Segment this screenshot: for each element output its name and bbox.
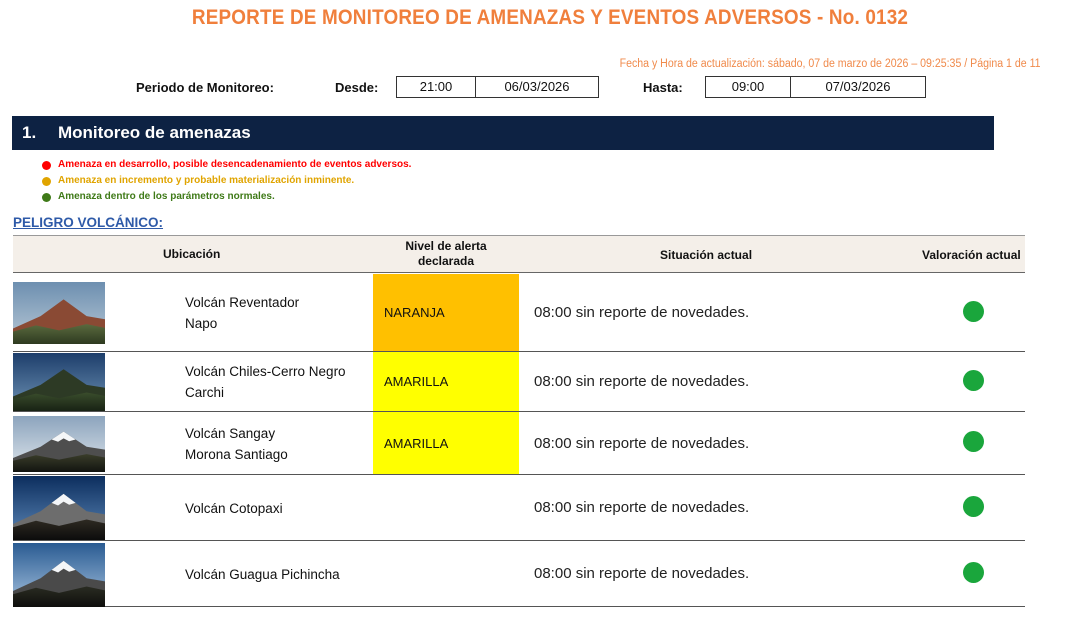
update-timestamp: Fecha y Hora de actualización: sábado, 07 de marzo de 2026 – 09:25:35 / Página 1 de 11 <box>620 58 1041 70</box>
alert-level-text: AMARILLA <box>384 374 449 389</box>
alert-level-header-line2: declarada <box>417 254 475 268</box>
volcano-province: Carchi <box>185 385 225 400</box>
legend-item <box>58 191 275 202</box>
volcano-name: Volcán Chiles-Cerro Negro <box>185 364 346 379</box>
situation-text: 08:00 sin reporte de novedades. <box>534 565 750 582</box>
volcano-name: Volcán Guagua Pichincha <box>185 566 340 582</box>
from-label: Desde: <box>335 80 379 95</box>
alert-level-cell <box>373 352 519 411</box>
to-time-field: 09:00 <box>705 76 791 98</box>
volcano-location <box>185 423 288 465</box>
volcano-photo <box>13 543 105 607</box>
table-row <box>13 274 1025 352</box>
volcano-location <box>185 292 299 334</box>
alert-level-cell <box>373 274 519 351</box>
legend-text: Amenaza en incremento y probable materialización inminente. <box>58 175 355 186</box>
volcano-photo <box>13 282 105 344</box>
volcano-location <box>185 498 283 519</box>
table-header <box>13 235 1025 273</box>
table-row <box>13 352 1025 412</box>
section-title: Monitoreo de amenazas <box>58 123 251 142</box>
section-number: 1. <box>22 123 37 142</box>
alert-level-cell <box>373 412 519 474</box>
to-date-field: 07/03/2026 <box>790 76 926 98</box>
alert-level-text: AMARILLA <box>384 435 449 451</box>
situation-text: 08:00 sin reporte de novedades. <box>534 373 750 390</box>
volcano-photo <box>13 353 105 411</box>
location-column-header: Ubicación <box>163 247 221 261</box>
status-indicator-icon <box>963 431 984 452</box>
from-date-field: 06/03/2026 <box>475 76 599 98</box>
table-row <box>13 412 1025 475</box>
volcano-name: Volcán Sangay <box>185 425 276 441</box>
legend-item <box>58 159 411 170</box>
volcano-name: Volcán Reventador <box>185 295 300 310</box>
status-indicator-icon <box>963 562 984 583</box>
volcanic-hazard-heading: PELIGRO VOLCÁNICO: <box>13 215 164 230</box>
status-indicator-icon <box>963 370 984 391</box>
legend-item <box>58 175 354 186</box>
to-label: Hasta: <box>643 80 683 95</box>
legend-dot-icon <box>42 193 51 202</box>
volcano-name: Volcán Cotopaxi <box>185 500 283 516</box>
volcano-photo <box>13 416 105 472</box>
legend-text: Amenaza dentro de los parámetros normales. <box>58 191 275 202</box>
legend-text: Amenaza en desarrollo, posible desencadenamiento de eventos adversos. <box>58 159 412 170</box>
report-title: REPORTE DE MONITOREO DE AMENAZAS Y EVENTOS ADVERSOS - No. 0132 <box>191 6 909 29</box>
legend-dot-icon <box>42 177 51 186</box>
assessment-column-header: Valoración actual <box>922 248 1021 262</box>
alert-level-header-line1: Nivel de alerta <box>405 239 487 253</box>
table-row <box>13 475 1025 541</box>
alert-level-text: NARANJA <box>384 305 445 320</box>
table-row <box>13 541 1025 607</box>
volcano-province: Morona Santiago <box>185 446 288 462</box>
status-indicator-icon <box>963 301 984 322</box>
situation-text: 08:00 sin reporte de novedades. <box>534 304 750 321</box>
from-time-field: 21:00 <box>396 76 476 98</box>
situation-text: 08:00 sin reporte de novedades. <box>534 434 750 452</box>
situation-column-header: Situación actual <box>660 248 753 262</box>
volcano-photo <box>13 476 105 540</box>
legend-dot-icon <box>42 161 51 170</box>
status-indicator-icon <box>963 496 984 517</box>
volcano-location <box>185 361 346 403</box>
section-header-bar <box>12 116 994 150</box>
volcano-province: Napo <box>185 316 218 331</box>
situation-text: 08:00 sin reporte de novedades. <box>534 499 750 516</box>
monitoring-period-label: Periodo de Monitoreo: <box>136 80 274 95</box>
volcano-location <box>185 564 340 585</box>
alert-level-column-header <box>373 239 519 269</box>
